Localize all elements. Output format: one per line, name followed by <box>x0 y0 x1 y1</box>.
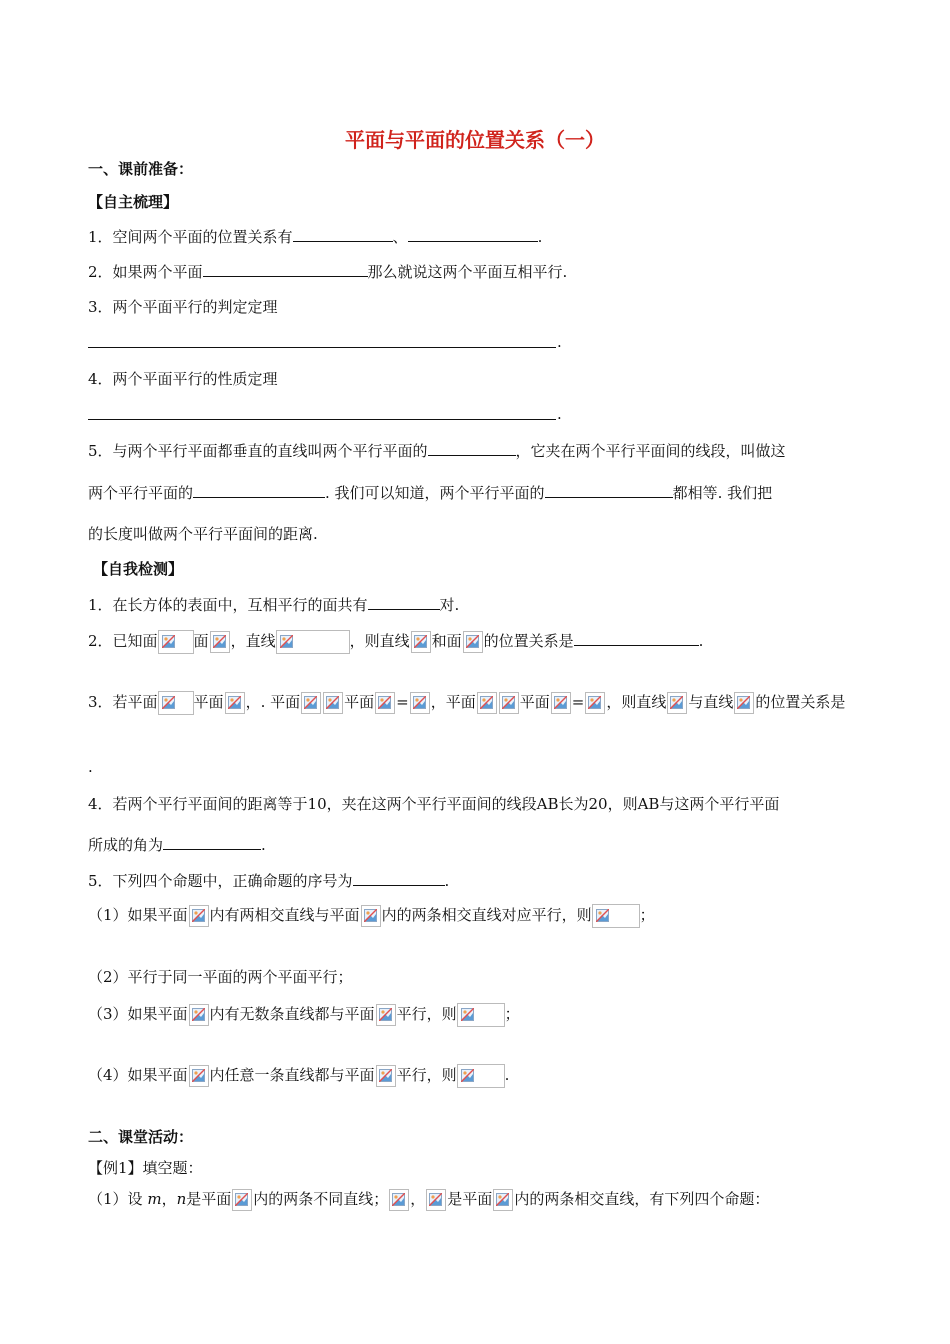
check-q5-p4 <box>88 1064 509 1088</box>
broken-image-icon <box>301 692 321 714</box>
broken-image-icon <box>459 1005 477 1025</box>
check-q5 <box>88 870 449 891</box>
text: 两个平行平面的 <box>88 484 194 502</box>
check-q3 <box>88 691 845 715</box>
review-q2-text: 2．如果两个平面 <box>88 263 203 281</box>
review-q5-line1 <box>88 440 786 461</box>
review-q2 <box>88 261 567 282</box>
text: 内有两相交直线与平面 <box>209 906 360 924</box>
section-heading-1: 一、课前准备： <box>88 160 194 178</box>
text: 内的两条不同直线； <box>253 1190 389 1208</box>
text: 内任意一条直线都与平面 <box>209 1066 375 1084</box>
text: 5．下列四个命题中，正确命题的序号为 <box>88 872 353 890</box>
formula-box <box>592 904 640 928</box>
broken-image-icon <box>160 632 178 652</box>
review-q1-text: 1．空间两个平面的位置关系有 <box>88 228 293 246</box>
formula-box <box>158 691 194 715</box>
answer-line[interactable] <box>88 347 556 348</box>
text: 平行，则 <box>396 1005 457 1023</box>
broken-image-icon <box>160 693 178 713</box>
broken-image-icon <box>410 692 430 714</box>
formula-box <box>276 630 350 654</box>
text: 内的两条相交直线，有下列四个命题： <box>514 1190 770 1208</box>
broken-image-icon <box>376 1004 396 1026</box>
answer-line[interactable] <box>88 419 556 420</box>
text: 内有无数条直线都与平面 <box>209 1005 375 1023</box>
broken-image-icon <box>189 1004 209 1026</box>
text: 和面 <box>431 632 462 650</box>
text: ，. 平面 <box>245 693 301 711</box>
broken-image-icon <box>499 692 519 714</box>
answer-blank[interactable] <box>203 262 368 277</box>
text: ； <box>639 906 655 924</box>
broken-image-icon <box>323 692 343 714</box>
self-review-heading: 【自主梳理】 <box>88 193 179 211</box>
var-m: m <box>147 1190 162 1208</box>
answer-blank[interactable] <box>353 871 445 886</box>
example1-q1 <box>88 1188 769 1211</box>
text: . <box>444 872 450 890</box>
broken-image-icon <box>278 632 296 652</box>
text: （4）如果平面 <box>88 1066 188 1084</box>
review-q1-end: . <box>537 228 543 246</box>
page-title: 平面与平面的位置关系（一） <box>345 128 605 152</box>
broken-image-icon <box>493 1189 513 1211</box>
text: ； <box>504 1005 520 1023</box>
check-q5-p2: （2）平行于同一平面的两个平面平行； <box>88 968 353 986</box>
text: ，直线 <box>230 632 276 650</box>
review-q1-sep: 、 <box>392 228 408 246</box>
text: ， <box>161 1190 177 1208</box>
broken-image-icon <box>225 692 245 714</box>
broken-image-icon <box>376 1065 396 1087</box>
text: 内的两条相交直线对应平行，则 <box>381 906 592 924</box>
text: 平面 <box>193 693 224 711</box>
broken-image-icon <box>411 631 431 653</box>
answer-blank[interactable] <box>163 835 261 850</box>
review-q3-end: . <box>557 333 562 351</box>
text: 的位置关系是 <box>755 693 846 711</box>
check-q5-p3 <box>88 1003 520 1027</box>
text: 所成的角为 <box>88 836 164 854</box>
check-q2 <box>88 630 703 654</box>
text: 1．在长方体的表面中，互相平行的面共有 <box>88 596 368 614</box>
broken-image-icon <box>463 631 483 653</box>
review-q2-end: 那么就说这两个平面互相平行. <box>367 263 568 281</box>
review-q4: 4．两个平面平行的性质定理 <box>88 370 278 388</box>
broken-image-icon <box>551 692 571 714</box>
answer-blank[interactable] <box>293 227 393 242</box>
broken-image-icon <box>667 692 687 714</box>
answer-blank[interactable] <box>574 631 699 646</box>
check-q5-p1 <box>88 904 655 928</box>
text: 是平面 <box>447 1190 493 1208</box>
formula-box <box>158 630 194 654</box>
answer-blank[interactable] <box>368 595 440 610</box>
section-heading-2: 二、课堂活动： <box>88 1128 194 1146</box>
broken-image-icon <box>594 906 612 926</box>
text: （3）如果平面 <box>88 1005 188 1023</box>
broken-image-icon <box>361 905 381 927</box>
text: 是平面 <box>186 1190 232 1208</box>
answer-blank[interactable] <box>428 441 516 456</box>
answer-blank[interactable] <box>193 483 325 498</box>
text: 与直线 <box>688 693 734 711</box>
broken-image-icon <box>189 905 209 927</box>
text: 2．已知面 <box>88 632 158 650</box>
review-q5-line2 <box>88 482 772 503</box>
text: . <box>261 836 266 854</box>
var-n: n <box>176 1190 187 1208</box>
answer-blank[interactable] <box>408 227 538 242</box>
text: 平面 <box>344 693 375 711</box>
text: ，平面 <box>430 693 476 711</box>
broken-image-icon <box>459 1066 477 1086</box>
check-q3-line2: . <box>88 758 93 776</box>
broken-image-icon <box>585 692 605 714</box>
text: ，则直线 <box>349 632 410 650</box>
text: ，它夹在两个平行平面间的线段，叫做这 <box>515 442 786 460</box>
text: . <box>698 632 704 650</box>
text: 对. <box>439 596 460 614</box>
text: = <box>571 693 585 711</box>
text: . <box>504 1066 510 1084</box>
formula-box <box>457 1003 505 1027</box>
text: = <box>396 693 409 711</box>
review-q1 <box>88 226 542 247</box>
broken-image-icon <box>477 692 497 714</box>
broken-image-icon <box>210 631 230 653</box>
review-q4-end: . <box>557 405 562 423</box>
text: ，则直线 <box>606 693 667 711</box>
text: 都相等. 我们把 <box>672 484 773 502</box>
broken-image-icon <box>734 692 754 714</box>
check-q1 <box>88 594 459 615</box>
text: 5．与两个平行平面都垂直的直线叫两个平行平面的 <box>88 442 428 460</box>
answer-blank[interactable] <box>545 483 673 498</box>
text: . 我们可以知道，两个平行平面的 <box>325 484 545 502</box>
review-q3: 3．两个平面平行的判定定理 <box>88 298 278 316</box>
broken-image-icon <box>232 1189 252 1211</box>
text: （1）设 <box>88 1190 143 1208</box>
text: 的位置关系是 <box>483 632 574 650</box>
review-q5-line3: 的长度叫做两个平行平面间的距离. <box>88 525 318 543</box>
formula-box <box>457 1064 505 1088</box>
text: 面 <box>193 632 209 650</box>
self-check-heading: 【自我检测】 <box>93 560 184 578</box>
text: ， <box>410 1190 426 1208</box>
text: （1）如果平面 <box>88 906 188 924</box>
broken-image-icon <box>189 1065 209 1087</box>
check-q4-line2 <box>88 834 266 855</box>
broken-image-icon <box>426 1189 446 1211</box>
check-q4-line1: 4．若两个平行平面间的距离等于10，夹在这两个平行平面间的线段AB长为20，则AB与这两个平行平面 <box>88 795 780 813</box>
text: 平行，则 <box>396 1066 457 1084</box>
broken-image-icon <box>389 1189 409 1211</box>
text: 平面 <box>519 693 550 711</box>
broken-image-icon <box>375 692 395 714</box>
example1-label: 【例1】填空题： <box>88 1159 203 1177</box>
text: 3．若平面 <box>88 693 158 711</box>
